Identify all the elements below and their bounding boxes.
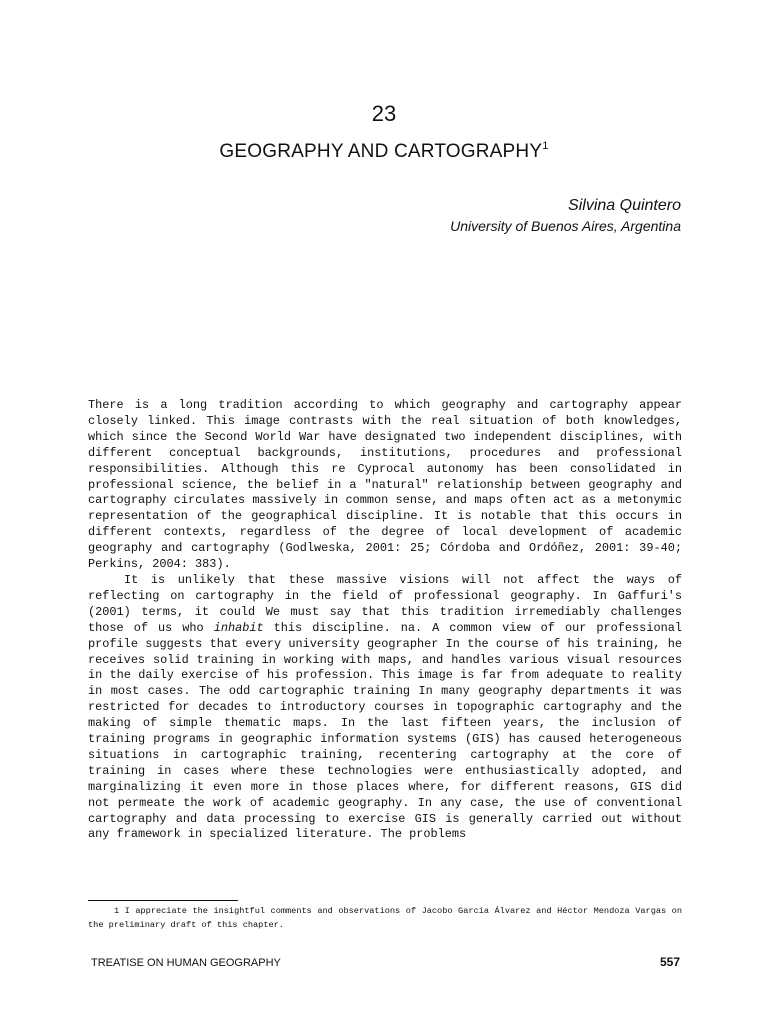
chapter-number: 23 <box>371 101 397 126</box>
paragraph-2 <box>88 573 682 843</box>
paragraph-1: There is a long tradition according to which geography and cartography appear closely linked. This image contrasts with the real situation of both knowledges, which since the Second World War have designated two independent disciplines, with different conceptual backgrounds, institutions, procedures and professional responsibilities. Although this re Cyprocal autonomy has been consolidated in professional science, the belief in a "natural" relationship between geography and cartography circulates massively in common sense, and maps often act as a metonymic representation of the geographical discipline. It is notable that this occurs in different contexts, regardless of the degree of local development of academic geography and cartography (Godlweska, 2001: 25; Córdoba and Ordóñez, 2001: 39-40; Perkins, 2004: 383). <box>88 398 682 572</box>
page-number: 557 <box>659 955 680 969</box>
chapter-title <box>0 140 768 164</box>
running-title: TREATISE ON HUMAN GEOGRAPHY <box>91 957 281 969</box>
chapter-title-text: GEOGRAPHY AND CARTOGRAPHY <box>219 141 543 162</box>
body-text <box>88 398 682 843</box>
emphasis-inhabit: inhabit <box>213 620 264 635</box>
footnote: 1 I appreciate the insightful comments and observations of Jacobo García Álvarez and Héctor Mendoza Vargas on the preliminary draft of this chapter. <box>88 906 682 930</box>
author-affiliation: University of Buenos Aires, Argentina <box>450 218 681 234</box>
paragraph-2-part-1: It is unlikely that these massive visions will not affect the ways of reflecting on cartography in the field of professional geography. In Gaffuri's (2001) terms, it could We must say that this tradition irremediably challenges those of us who <box>88 572 682 635</box>
paragraph-2-part-2: this discipline. na. A common view of our professional profile suggests that every university geographer In the course of his training, he receives solid training in working with maps, and handles various visual resources in the daily exercise of his profession. This image is far from adequate to reality in most cases. The odd cartographic training In many geography departments it was restricted for decades to introductory courses in topographic cartography and the making of simple thematic maps. In the last fifteen years, the inclusion of training programs in geographic information systems (GIS) has caused heterogeneous situations in cartographic training, recentering cartography at the core of training in cases where these technologies were enthusiastically adopted, and marginalizing it even more in those places where, for different reasons, GIS did not permeate the work of academic geography. In any case, the use of conventional cartography and data processing to exercise GIS is generally carried out without any framework in specialized literature. The problems <box>88 620 682 842</box>
footnote-rule <box>88 900 238 901</box>
author-name: Silvina Quintero <box>568 197 681 214</box>
footnote-marker[interactable]: 1 <box>542 140 549 152</box>
